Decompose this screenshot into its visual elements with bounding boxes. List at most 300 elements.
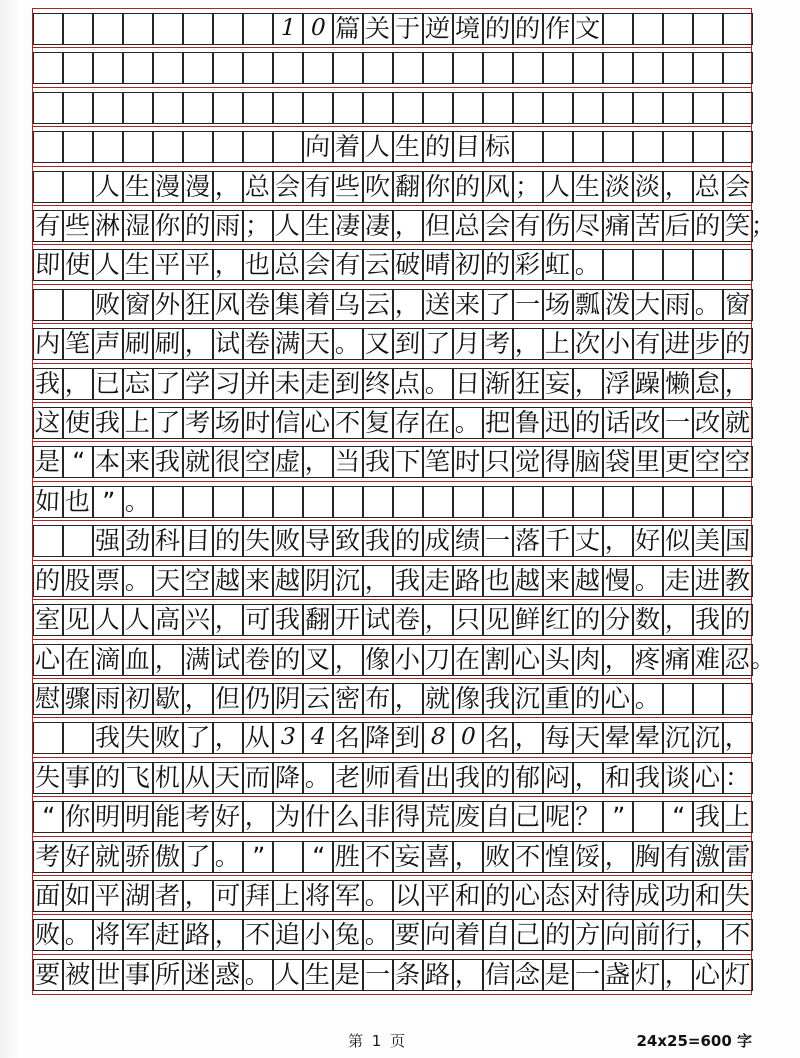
grid-cell[interactable] xyxy=(393,48,423,89)
grid-cell[interactable] xyxy=(723,521,753,562)
grid-cell[interactable] xyxy=(33,442,63,483)
grid-cell[interactable] xyxy=(423,679,453,720)
grid-cell[interactable] xyxy=(543,679,573,720)
grid-cell[interactable] xyxy=(183,364,213,405)
grid-cell[interactable] xyxy=(303,206,333,247)
grid-cell[interactable] xyxy=(543,521,573,562)
grid-cell[interactable] xyxy=(663,167,693,208)
grid-cell[interactable] xyxy=(333,245,363,286)
grid-cell[interactable] xyxy=(33,876,63,917)
grid-cell[interactable] xyxy=(483,442,513,483)
grid-cell[interactable] xyxy=(123,127,153,168)
grid-cell[interactable] xyxy=(423,285,453,326)
grid-cell[interactable] xyxy=(363,9,393,50)
grid-cell[interactable] xyxy=(543,758,573,799)
grid-cell[interactable] xyxy=(693,718,723,759)
grid-cell[interactable] xyxy=(183,285,213,326)
grid-cell[interactable] xyxy=(93,48,123,89)
grid-cell[interactable] xyxy=(603,285,633,326)
grid-cell[interactable] xyxy=(633,521,663,562)
grid-cell[interactable] xyxy=(513,206,543,247)
grid-cell[interactable] xyxy=(363,127,393,168)
grid-cell[interactable] xyxy=(363,915,393,956)
grid-cell[interactable] xyxy=(153,955,183,996)
grid-cell[interactable] xyxy=(603,482,633,523)
grid-cell[interactable] xyxy=(273,915,303,956)
grid-cell[interactable] xyxy=(393,876,423,917)
grid-cell[interactable] xyxy=(183,915,213,956)
grid-cell[interactable] xyxy=(423,797,453,838)
grid-cell[interactable] xyxy=(483,403,513,444)
grid-cell[interactable] xyxy=(273,48,303,89)
grid-cell[interactable] xyxy=(663,600,693,641)
grid-cell[interactable] xyxy=(123,640,153,681)
grid-cell[interactable] xyxy=(243,718,273,759)
grid-cell[interactable] xyxy=(333,915,363,956)
grid-cell[interactable] xyxy=(63,167,93,208)
grid-cell[interactable] xyxy=(423,640,453,681)
grid-cell[interactable] xyxy=(723,127,753,168)
grid-cell[interactable] xyxy=(393,482,423,523)
grid-cell[interactable] xyxy=(483,600,513,641)
grid-cell[interactable] xyxy=(573,640,603,681)
grid-cell[interactable] xyxy=(693,88,723,129)
grid-cell[interactable] xyxy=(123,758,153,799)
grid-cell[interactable] xyxy=(393,837,423,878)
grid-cell[interactable] xyxy=(663,640,693,681)
grid-cell[interactable] xyxy=(213,364,243,405)
grid-cell[interactable] xyxy=(153,245,183,286)
grid-cell[interactable] xyxy=(93,876,123,917)
grid-cell[interactable] xyxy=(273,561,303,602)
grid-cell[interactable] xyxy=(573,521,603,562)
grid-cell[interactable] xyxy=(543,640,573,681)
grid-cell[interactable] xyxy=(453,285,483,326)
grid-cell[interactable] xyxy=(483,797,513,838)
grid-cell[interactable] xyxy=(273,600,303,641)
grid-cell[interactable] xyxy=(423,482,453,523)
grid-cell[interactable] xyxy=(513,48,543,89)
grid-cell[interactable] xyxy=(333,640,363,681)
grid-cell[interactable] xyxy=(723,482,753,523)
grid-cell[interactable] xyxy=(123,9,153,50)
grid-cell[interactable] xyxy=(243,482,273,523)
grid-cell[interactable] xyxy=(33,521,63,562)
grid-cell[interactable] xyxy=(33,718,63,759)
grid-cell[interactable] xyxy=(423,837,453,878)
grid-cell[interactable] xyxy=(573,482,603,523)
grid-cell[interactable] xyxy=(633,442,663,483)
grid-cell[interactable] xyxy=(663,758,693,799)
grid-cell[interactable] xyxy=(123,403,153,444)
grid-cell[interactable] xyxy=(93,482,123,523)
grid-cell[interactable] xyxy=(693,403,723,444)
grid-cell[interactable] xyxy=(273,955,303,996)
grid-cell[interactable] xyxy=(543,561,573,602)
grid-cell[interactable] xyxy=(693,324,723,365)
grid-cell[interactable] xyxy=(363,245,393,286)
grid-cell[interactable] xyxy=(483,679,513,720)
grid-cell[interactable] xyxy=(453,88,483,129)
grid-cell[interactable] xyxy=(603,561,633,602)
grid-cell[interactable] xyxy=(333,797,363,838)
grid-cell[interactable] xyxy=(123,679,153,720)
grid-cell[interactable] xyxy=(93,324,123,365)
grid-cell[interactable] xyxy=(183,955,213,996)
grid-cell[interactable] xyxy=(273,364,303,405)
grid-cell[interactable] xyxy=(663,482,693,523)
grid-cell[interactable] xyxy=(633,324,663,365)
grid-cell[interactable] xyxy=(573,364,603,405)
grid-cell[interactable] xyxy=(603,876,633,917)
grid-cell[interactable] xyxy=(663,9,693,50)
grid-cell[interactable] xyxy=(423,955,453,996)
grid-cell[interactable] xyxy=(633,797,663,838)
grid-cell[interactable] xyxy=(213,561,243,602)
grid-cell[interactable] xyxy=(723,442,753,483)
grid-cell[interactable] xyxy=(693,955,723,996)
grid-cell[interactable] xyxy=(213,9,243,50)
grid-cell[interactable] xyxy=(513,915,543,956)
grid-cell[interactable] xyxy=(153,640,183,681)
grid-cell[interactable] xyxy=(183,797,213,838)
grid-cell[interactable] xyxy=(63,364,93,405)
grid-cell[interactable] xyxy=(183,127,213,168)
grid-cell[interactable] xyxy=(123,521,153,562)
grid-cell[interactable] xyxy=(183,245,213,286)
grid-cell[interactable] xyxy=(393,955,423,996)
grid-cell[interactable] xyxy=(423,245,453,286)
grid-cell[interactable] xyxy=(633,88,663,129)
grid-cell[interactable] xyxy=(603,206,633,247)
grid-cell[interactable] xyxy=(93,88,123,129)
grid-cell[interactable] xyxy=(33,955,63,996)
grid-cell[interactable] xyxy=(513,127,543,168)
grid-cell[interactable] xyxy=(393,915,423,956)
grid-cell[interactable] xyxy=(123,600,153,641)
grid-cell[interactable] xyxy=(663,955,693,996)
grid-cell[interactable] xyxy=(63,285,93,326)
grid-cell[interactable] xyxy=(153,915,183,956)
grid-cell[interactable] xyxy=(603,955,633,996)
grid-cell[interactable] xyxy=(633,758,663,799)
grid-cell[interactable] xyxy=(93,679,123,720)
grid-cell[interactable] xyxy=(63,245,93,286)
grid-cell[interactable] xyxy=(633,206,663,247)
grid-cell[interactable] xyxy=(483,915,513,956)
grid-cell[interactable] xyxy=(33,482,63,523)
grid-cell[interactable] xyxy=(33,9,63,50)
grid-cell[interactable] xyxy=(423,324,453,365)
grid-cell[interactable] xyxy=(663,324,693,365)
grid-cell[interactable] xyxy=(393,324,423,365)
grid-cell[interactable] xyxy=(303,324,333,365)
grid-cell[interactable] xyxy=(573,9,603,50)
grid-cell[interactable] xyxy=(63,442,93,483)
grid-cell[interactable] xyxy=(363,206,393,247)
grid-cell[interactable] xyxy=(303,364,333,405)
grid-cell[interactable] xyxy=(153,679,183,720)
grid-cell[interactable] xyxy=(333,9,363,50)
grid-cell[interactable] xyxy=(333,403,363,444)
grid-cell[interactable] xyxy=(333,521,363,562)
grid-cell[interactable] xyxy=(213,324,243,365)
grid-cell[interactable] xyxy=(453,915,483,956)
grid-cell[interactable] xyxy=(543,955,573,996)
grid-cell[interactable] xyxy=(393,600,423,641)
grid-cell[interactable] xyxy=(183,442,213,483)
grid-cell[interactable] xyxy=(573,837,603,878)
grid-cell[interactable] xyxy=(123,285,153,326)
grid-cell[interactable] xyxy=(393,88,423,129)
grid-cell[interactable] xyxy=(543,403,573,444)
grid-cell[interactable] xyxy=(183,758,213,799)
grid-cell[interactable] xyxy=(723,167,753,208)
grid-cell[interactable] xyxy=(393,521,423,562)
grid-cell[interactable] xyxy=(573,876,603,917)
grid-cell[interactable] xyxy=(483,88,513,129)
grid-cell[interactable] xyxy=(63,88,93,129)
grid-cell[interactable] xyxy=(183,324,213,365)
grid-cell[interactable] xyxy=(693,127,723,168)
grid-cell[interactable] xyxy=(693,9,723,50)
grid-cell[interactable] xyxy=(513,9,543,50)
grid-cell[interactable] xyxy=(723,758,753,799)
grid-cell[interactable] xyxy=(93,640,123,681)
grid-cell[interactable] xyxy=(393,167,423,208)
grid-cell[interactable] xyxy=(483,718,513,759)
grid-cell[interactable] xyxy=(363,679,393,720)
grid-cell[interactable] xyxy=(153,167,183,208)
grid-cell[interactable] xyxy=(573,167,603,208)
grid-cell[interactable] xyxy=(723,718,753,759)
grid-cell[interactable] xyxy=(183,561,213,602)
grid-cell[interactable] xyxy=(303,561,333,602)
grid-cell[interactable] xyxy=(63,324,93,365)
grid-cell[interactable] xyxy=(33,600,63,641)
grid-cell[interactable] xyxy=(243,915,273,956)
grid-cell[interactable] xyxy=(483,9,513,50)
grid-cell[interactable] xyxy=(153,876,183,917)
grid-cell[interactable] xyxy=(513,640,543,681)
grid-cell[interactable] xyxy=(333,442,363,483)
grid-cell[interactable] xyxy=(513,561,543,602)
grid-cell[interactable] xyxy=(453,482,483,523)
grid-cell[interactable] xyxy=(123,718,153,759)
grid-cell[interactable] xyxy=(423,403,453,444)
grid-cell[interactable] xyxy=(273,403,303,444)
grid-cell[interactable] xyxy=(243,127,273,168)
grid-cell[interactable] xyxy=(303,679,333,720)
grid-cell[interactable] xyxy=(363,718,393,759)
grid-cell[interactable] xyxy=(453,837,483,878)
grid-cell[interactable] xyxy=(213,915,243,956)
grid-cell[interactable] xyxy=(33,561,63,602)
grid-cell[interactable] xyxy=(243,206,273,247)
grid-cell[interactable] xyxy=(333,600,363,641)
grid-cell[interactable] xyxy=(543,48,573,89)
grid-cell[interactable] xyxy=(423,364,453,405)
grid-cell[interactable] xyxy=(513,837,543,878)
grid-cell[interactable] xyxy=(243,797,273,838)
grid-cell[interactable] xyxy=(273,482,303,523)
grid-cell[interactable] xyxy=(213,797,243,838)
grid-cell[interactable] xyxy=(663,718,693,759)
grid-cell[interactable] xyxy=(693,482,723,523)
grid-cell[interactable] xyxy=(303,482,333,523)
grid-cell[interactable] xyxy=(363,364,393,405)
grid-cell[interactable] xyxy=(723,915,753,956)
grid-cell[interactable] xyxy=(513,600,543,641)
grid-cell[interactable] xyxy=(33,915,63,956)
grid-cell[interactable] xyxy=(453,876,483,917)
grid-cell[interactable] xyxy=(513,718,543,759)
grid-cell[interactable] xyxy=(183,206,213,247)
grid-cell[interactable] xyxy=(63,561,93,602)
grid-cell[interactable] xyxy=(453,679,483,720)
grid-cell[interactable] xyxy=(453,167,483,208)
grid-cell[interactable] xyxy=(243,9,273,50)
grid-cell[interactable] xyxy=(33,167,63,208)
grid-cell[interactable] xyxy=(303,403,333,444)
grid-cell[interactable] xyxy=(63,206,93,247)
grid-cell[interactable] xyxy=(633,600,663,641)
grid-cell[interactable] xyxy=(243,600,273,641)
grid-cell[interactable] xyxy=(333,167,363,208)
grid-cell[interactable] xyxy=(123,955,153,996)
grid-cell[interactable] xyxy=(183,640,213,681)
grid-cell[interactable] xyxy=(93,245,123,286)
grid-cell[interactable] xyxy=(333,679,363,720)
grid-cell[interactable] xyxy=(543,206,573,247)
grid-cell[interactable] xyxy=(273,167,303,208)
grid-cell[interactable] xyxy=(633,561,663,602)
grid-cell[interactable] xyxy=(663,48,693,89)
grid-cell[interactable] xyxy=(543,837,573,878)
grid-cell[interactable] xyxy=(573,88,603,129)
grid-cell[interactable] xyxy=(603,837,633,878)
grid-cell[interactable] xyxy=(333,758,363,799)
grid-cell[interactable] xyxy=(393,640,423,681)
grid-cell[interactable] xyxy=(363,561,393,602)
grid-cell[interactable] xyxy=(543,364,573,405)
grid-cell[interactable] xyxy=(453,561,483,602)
grid-cell[interactable] xyxy=(213,442,243,483)
grid-cell[interactable] xyxy=(303,285,333,326)
grid-cell[interactable] xyxy=(33,640,63,681)
grid-cell[interactable] xyxy=(243,245,273,286)
grid-cell[interactable] xyxy=(123,48,153,89)
grid-cell[interactable] xyxy=(423,206,453,247)
grid-cell[interactable] xyxy=(33,206,63,247)
grid-cell[interactable] xyxy=(153,837,183,878)
grid-cell[interactable] xyxy=(303,915,333,956)
grid-cell[interactable] xyxy=(423,9,453,50)
grid-cell[interactable] xyxy=(573,915,603,956)
grid-cell[interactable] xyxy=(63,837,93,878)
grid-cell[interactable] xyxy=(603,403,633,444)
grid-cell[interactable] xyxy=(423,167,453,208)
grid-cell[interactable] xyxy=(333,48,363,89)
grid-cell[interactable] xyxy=(423,915,453,956)
grid-cell[interactable] xyxy=(303,955,333,996)
grid-cell[interactable] xyxy=(213,640,243,681)
grid-cell[interactable] xyxy=(723,561,753,602)
grid-cell[interactable] xyxy=(183,48,213,89)
grid-cell[interactable] xyxy=(63,482,93,523)
grid-cell[interactable] xyxy=(63,403,93,444)
grid-cell[interactable] xyxy=(213,482,243,523)
grid-cell[interactable] xyxy=(693,837,723,878)
grid-cell[interactable] xyxy=(723,9,753,50)
grid-cell[interactable] xyxy=(423,600,453,641)
grid-cell[interactable] xyxy=(363,324,393,365)
grid-cell[interactable] xyxy=(33,837,63,878)
grid-cell[interactable] xyxy=(453,127,483,168)
grid-cell[interactable] xyxy=(123,442,153,483)
grid-cell[interactable] xyxy=(243,167,273,208)
grid-cell[interactable] xyxy=(453,600,483,641)
grid-cell[interactable] xyxy=(243,285,273,326)
grid-cell[interactable] xyxy=(633,482,663,523)
grid-cell[interactable] xyxy=(603,640,633,681)
grid-cell[interactable] xyxy=(243,640,273,681)
grid-cell[interactable] xyxy=(633,640,663,681)
grid-cell[interactable] xyxy=(513,167,543,208)
grid-cell[interactable] xyxy=(183,403,213,444)
grid-cell[interactable] xyxy=(363,48,393,89)
grid-cell[interactable] xyxy=(693,876,723,917)
grid-cell[interactable] xyxy=(153,324,183,365)
grid-cell[interactable] xyxy=(633,679,663,720)
grid-cell[interactable] xyxy=(633,285,663,326)
grid-cell[interactable] xyxy=(123,482,153,523)
grid-cell[interactable] xyxy=(513,364,543,405)
grid-cell[interactable] xyxy=(603,758,633,799)
grid-cell[interactable] xyxy=(93,9,123,50)
grid-cell[interactable] xyxy=(573,127,603,168)
grid-cell[interactable] xyxy=(93,600,123,641)
grid-cell[interactable] xyxy=(663,915,693,956)
grid-cell[interactable] xyxy=(213,521,243,562)
grid-cell[interactable] xyxy=(663,837,693,878)
grid-cell[interactable] xyxy=(693,797,723,838)
grid-cell[interactable] xyxy=(243,955,273,996)
grid-cell[interactable] xyxy=(453,718,483,759)
grid-cell[interactable] xyxy=(723,876,753,917)
grid-cell[interactable] xyxy=(333,285,363,326)
grid-cell[interactable] xyxy=(723,324,753,365)
grid-cell[interactable] xyxy=(333,876,363,917)
grid-cell[interactable] xyxy=(603,9,633,50)
grid-cell[interactable] xyxy=(33,88,63,129)
grid-cell[interactable] xyxy=(483,206,513,247)
grid-cell[interactable] xyxy=(723,285,753,326)
grid-cell[interactable] xyxy=(663,206,693,247)
grid-cell[interactable] xyxy=(693,48,723,89)
grid-cell[interactable] xyxy=(723,48,753,89)
grid-cell[interactable] xyxy=(243,521,273,562)
grid-cell[interactable] xyxy=(123,245,153,286)
grid-cell[interactable] xyxy=(273,245,303,286)
grid-cell[interactable] xyxy=(393,245,423,286)
grid-cell[interactable] xyxy=(543,876,573,917)
grid-cell[interactable] xyxy=(693,364,723,405)
grid-cell[interactable] xyxy=(513,324,543,365)
grid-cell[interactable] xyxy=(243,837,273,878)
grid-cell[interactable] xyxy=(453,442,483,483)
grid-cell[interactable] xyxy=(603,718,633,759)
